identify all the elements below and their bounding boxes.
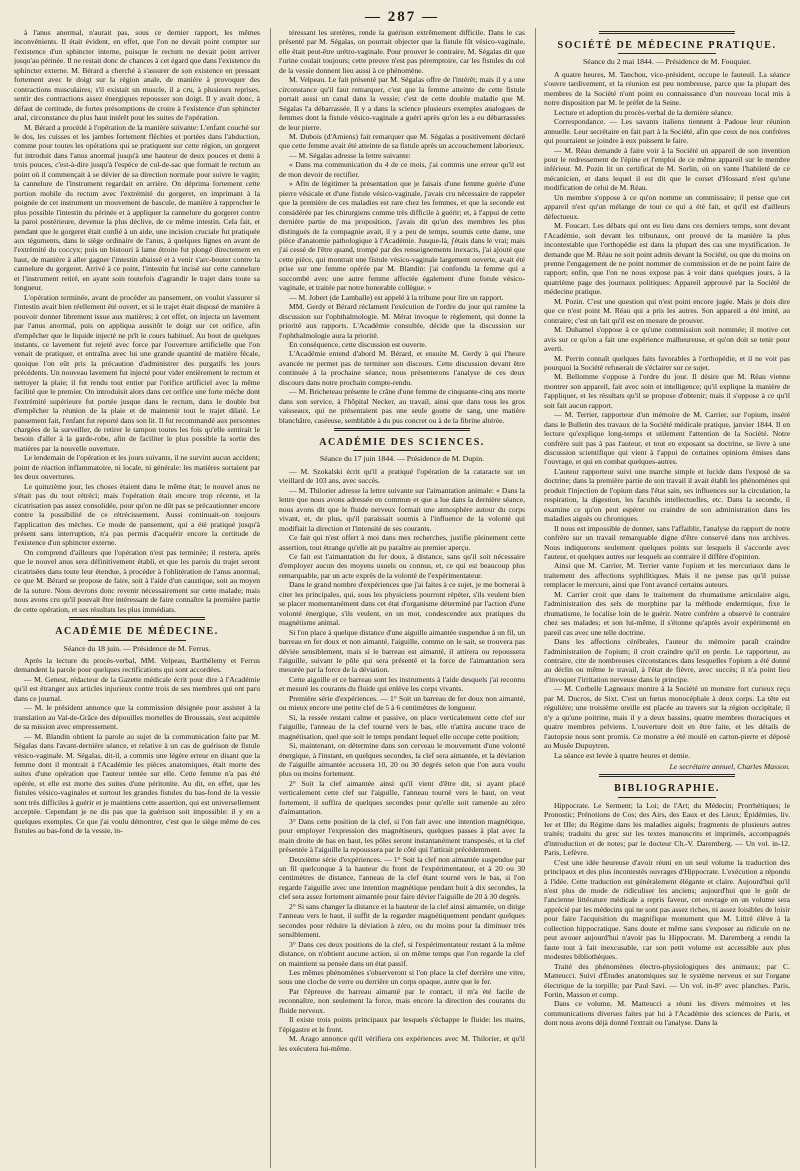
article-paragraph: Cette aiguille et ce barreau sont les instruments à l'aide desquels j'ai reconnu et mesuré les courants du fluide qui enlève les corps vivants.: [279, 674, 525, 694]
article-paragraph: — M. Genest, rédacteur de la Gazette médicale écrit pour dire à l'Académie qu'il est étranger aux articles injurieux contre trois de ses membres qui ont paru dans ce journal.: [14, 674, 260, 703]
article-paragraph: M. Pozin. C'est une question qui n'est point encore jugée. Mais je dois dire que ce n'est point M. Réau qui a pris les autres. Son appareil a été imité, au contraire; c'est un fait qu'il est en mesure de prouver.: [544, 296, 790, 325]
article-paragraph: M. Bellomme s'oppose à l'ordre du jour. Il désire que M. Réau vienne montrer son appareil, fait avec soin et intelligence; qu'il explique la manière de l'appliquer, et les résultats qu'il se propose d'obtenir; mais il s'oppose à ce qu'il soit fait aucun rapport.: [544, 372, 790, 410]
article-paragraph: — M. Terrier, rapporteur d'un mémoire de M. Carrier, sur l'opium, inséré dans le Bulletin des travaux de la Société médicale pratique, janvier 1844. Il en lecture qu'explique long-temps et utilement l'attention de la Société. Notre confrère suit pas à pas l'auteur, et tout en exposant sa doctrine, se livre à une discussion scientifique qui vient à l'appui de certaines opinions émises dans l'ouvrage, et qui en combat quelques-autres.: [544, 410, 790, 467]
session-line: Séance du 18 juin. — Présidence de M. Ferrus.: [63, 643, 211, 653]
title-rule: [618, 797, 716, 798]
article-paragraph: M. Bérard a procédé à l'opération de la manière suivante: L'enfant couché sur le dos, les cuisses et les jambes fortement fléchies et portées dans l'abduction, comme pour toutes les opérations qui se pratiquent sur cette région, un gorgeret fut introduit dans l'anus anormal jusqu'à une hauteur de deux pouces et demi à trois pouces, c'est-à-dire jusqu'à l'espèce de cul-de-sac que formait le rectum au point où il commençait à se dévier de sa direction normale pour suivre le vagin; la cannelure de l'instrument regardait en arrière. On déprima fortement cette portion mobile du rectum avec l'extrémité du gorgeret, en imprimant à la poignée de cet instrument un mouvement de bascule, de manière à rapprocher le plus possible l'intestin du périnée et à appliquer la cannelure du gorgeret contre la paroi postérieure, devenue la plus déclive, de ce même intestin. Cela fait, et pendant que le gorgeret était confié à un aide, une incision cruciale fut pratiquée aux téguments, dans le siège ordinaire de l'anus, à quelques lignes en avant de l'extrémité du coccyx; puis un bistouri à lame étroite fut plongé directement en haut, de manière à aller gagner l'intestin abaissé et à venir s'arc-bouter contre la cannelure du gorgeret. Arrivé à ce point, l'intestin fut incisé sur cette cannelure et l'instrument retiré, en ayant soin toutefois d'agrandir le trajet dans toute sa longueur.: [14, 122, 260, 293]
article-paragraph: Première série d'expériences. — 1° Soit un barreau de fer doux non aimanté, ou mieux encore une petite clef de 5 à 6 centimètres de longueur.: [279, 693, 525, 713]
article-paragraph: — M. le président annonce que la commission désignée pour assister à la translation au Val-de-Grâce des dépouilles mortelles de Broussais, s'est acquittée de sa mission avec empressement.: [14, 703, 260, 732]
session-line: Séance du 2 mai 1844. — Présidence de M. Fouquier.: [582, 57, 752, 67]
columns: [14, 28, 790, 1168]
article-paragraph: « Dans ma communication du 4 de ce mois, j'ai commis une erreur qu'il est de mon devoir de rectifier.: [279, 160, 525, 179]
section-title-academie-medecine: ACADÉMIE DE MÉDECINE.: [55, 626, 219, 638]
article-paragraph: à l'anus anormal, n'aurait pas, sous ce dernier rapport, les mêmes inconvénients. Il était évident, en effet, que l'on ne devait point compter sur l'existence d'un sphincter interne, puisque le rectum ne devait point arriver jusqu'au périnée. Il ne restait donc de chances à cet égard que dans l'existence du sphincter externe. M. Bérard a cherché à s'assurer de son existence en pressant fortement avec le doigt sur la région anale, de manière à provoquer des contractions musculaires; s'il existait un muscle, il a cru, à plusieurs reprises, sentir des contractions assez énergiques repousser son doigt. Il y avait donc, à défaut de certitude, de fortes présomptions de croire à l'existence d'un sphincter anal, circonstance du plus haut intérêt pour les suites de l'opération.: [14, 28, 260, 123]
article-paragraph: M. Duhamel s'oppose à ce qu'une commission soit nommée; il motive cet avis sur ce qu'on a fait une expérience malheureuse, et qu'on doit se tenir pour averti.: [544, 325, 790, 354]
article-paragraph: M. Foucart. Les débats qui ont eu lieu dans ces derniers temps, sont devant l'Académie, soit devant les tribunaux, ont prouvé de la manière la plus incontestable que l'orthopédie est dans la plupart des cas une mystification. Je demande que M. Réau ne soit point admis devant la Société, ou que du moins on prenne l'engagement de ne point nommer de commission et de ne point faire de rapport; enfin, que l'on ne nous expose pas à voir dans quelques jours, à la quatrième page des journaux politiques: Appareil approuvé par la Société de médecine pratique.: [544, 221, 790, 297]
article-paragraph: Ce fait est l'aimantation du fer doux, à distance, sans qu'il soit nécessaire d'employer aucun des moyens usuels ou connus, et, ce qui est beaucoup plus remarquable, par un acte exprès de la volonté de l'expérimentateur.: [279, 552, 525, 580]
article-paragraph: Correspondance. — Les savants italiens tiennent à Padoue leur réunion annuelle. Leur secrétaire en fait part à la Société, afin que ceux de nos confrères qui pourraient se joindre à eux puissent le faire.: [544, 117, 790, 146]
section-divider: [69, 617, 204, 620]
article-paragraph: — M. Corbelle Lagneaux montre à la Société un monstre fort curieux reçu par M. Ducros, de Sixt. C'est un fœtus monocéphale à deux corps. La tête est régulière; une troisième oreille est placée au travers sur la région occipitale; il n'y a qu'une poitrine, mais il y a deux bassins, quatre membres thoraciques et quatre membres pelviens. L'ouverture doit en être faite, et les détails de l'autopsie nous sont promis. Ce monstre a été moulé en carton-pierre et déposé au Musée Dupuytren.: [544, 684, 790, 751]
article-paragraph: 3° Dans cette position de la clef, si l'on fait avec une intention magnétique, pour employer l'expression des magnétiseurs, quelques passes à plat avec la main droite de bas en haut, les pôles seront instantanément transposés, et la clef présentée à l'aiguille la repoussera par le côté qui l'attirait précédemment.: [279, 816, 525, 855]
article-paragraph: Dans les affections cérébrales, l'auteur du mémoire paraît craindre l'administration de l'opium; il croit craindre qu'il en perde. Le rapporteur, au contraire, cite de nombreuses circonstances dans lesquelles l'opium a été donné au déclin ou même le travail, à l'état de fièvre, avec succès; il n'a point lieu d'invoquer l'irritation nerveuse dans le principe.: [544, 637, 790, 684]
article-paragraph: Lecture et adoption du procès-verbal de la dernière séance.: [554, 107, 733, 117]
article-paragraph: Deuxième série d'expériences. — 1° Soit la clef non aimantée suspendue par un fil quelconque à la hauteur du front de l'expérimentateur, et à 20 ou 30 centimètres de distance, l'anneau de la clef étant tourné vers le bas, si l'on regarde l'aiguille avec une intention magnétique pendant huit à dix secondes, la clef sera assez fortement aimantée pour faire dévier l'aiguille de 20 à 30 degrés.: [279, 854, 525, 902]
article-paragraph: Traité des phénomènes électro-physiologiques des animaux; par C. Matteucci. Suivi d'Études anatomiques sur le système nerveux et sur l'organe électrique de la torpille; par Paul Savi. — Un vol. in-8° avec planches. Paris, Fortin, Masson et comp.: [544, 961, 790, 999]
article-paragraph: Ce fait qui n'est offert à moi dans mes recherches, justifie pleinement cette assertion, tout étrange qu'elle ait pu paraître au premier aperçu.: [279, 533, 525, 552]
page-number: — 287 —: [365, 9, 439, 25]
article-paragraph: Si l'on place à quelque distance d'une aiguille aimantée suspendue à un fil, un barreau en fer doux et non aimanté, l'aiguille, comme on le sait, se trouvera pas déviée sensiblement, mais si le barreau est aimanté, il attirera ou repoussera l'aiguille, suivant le pôle qui sera présenté et la force de l'aimantation sera mesurée par la force de la déviation.: [279, 627, 525, 675]
article-paragraph: Il nous est impossible de donner, sans l'affaiblir, l'analyse du rapport de notre confrère sur un travail remarquable digne d'être conservé dans nos archives. Nous indiquerons seulement quelques points sur lesquels il s'accorde avec l'auteur, et quelques autres sur lesquels au contraire il diffère d'opinion.: [544, 523, 790, 562]
article-paragraph: MM. Gerdy et Bérard réclament l'exécution de l'ordre du jour qui ramène la discussion sur l'ophthalmologie. M. Mérat invoque le règlement, qui donne la priorité aux rapports. L'Académie consultée, décide que la discussion sur l'ophthalmologie aura la priorité.: [279, 302, 525, 340]
article-paragraph: M. Dubois (d'Amiens) fait remarquer que M. Ségalas a positivement déclaré que cette femme avait été atteinte de sa fistule après un accouchement laborieux.: [279, 131, 525, 151]
article-paragraph: 3° Dans ces deux positions de la clef, si l'expérimentateur restant à la même distance, on n'obtient aucune action, si on même temps que l'on regarde la clef on maintient sa pensée dans un état passif.: [279, 939, 525, 968]
section-divider: [599, 31, 734, 34]
article-paragraph: Les mêmes phénomènes s'observeront si l'on place la clef derrière une vitre, sous une cloche de verre ou derrière un corps opaque, autre que le fer.: [279, 967, 525, 987]
article-paragraph: C'est une idée heureuse d'avoir réuni en un seul volume la traduction des principaux et des plus incontestés ouvrages d'Hippocrate. L'exécution a répondu à l'idée. Cette traduction est généralement élégante et claire. Aujourd'hui qu'il n'est plus de mode de ridiculiser les anciens; aujourd'hui que le goût de l'ancienne littérature médicale a repris faveur, cet ouvrage en un volume sera apprécié par les médecins qui ne sont pas assez riches, ni assez loisibles de loisir pour faire l'acquisition du magnifique monument que M. Littré élève à la collection hippocratique. Sans doute et même sans s'exposer au ridicule on ne peut avouer aujourd'hui n'avoir pas lu Hippocrate. M. Daremberg a rendu la faute tout à fait inexcusable, car son petit volume est accessible aux plus modestes bibliothèques.: [544, 857, 790, 962]
article-paragraph: — M. Ségalas adresse la lettre suivante:: [289, 150, 411, 160]
article-paragraph: On comprend d'ailleurs que l'opération n'est pas terminée; il restera, après que le nouvel anus sera définitivement établi, et que les parois du trajet seront cicatrisées dans toute leur étendue, à procéder à l'oblitération de l'anus anormal, ce que M. Bérard se propose de faire, soit à l'aide d'un caustique, soit au moyen de la suture. Nous devrons donc revenir nécessairement sur cette malade; mais nous avons cru qu'il pouvait être intéressant de faire connaître la première partie de cette opération, et ses résultats les plus immédiats.: [14, 547, 260, 614]
section-title-societe-medecine-pratique: SOCIÉTÉ DE MÉDECINE PRATIQUE.: [557, 40, 777, 51]
article-paragraph: 2° Soit la clef aimantée ainsi qu'il vient d'être dit, si ayant placé verticalement cette clef sur l'aiguille, l'anneau tourné vers le haut, on veut fortement, il suffira de quelques secondes pour qu'elle soit ramenée au zéro d'aimantation.: [279, 778, 525, 817]
article-paragraph: téressant les uretères, rende la guérison extrêmement difficile. Dans le cas présenté par M. Ségalas, on pourrait objecter que la fistule fût vésico-vaginale, elle était peut-être urétro-vaginale. Pour prouver le contraire, M. Ségalas dit que l'urine coulait toujours; cette preuve n'est pas péremptoire, car les fistules du col de la vessie donnent lieu aussi à ce phénomène.: [279, 28, 525, 75]
article-paragraph: Un membre s'oppose à ce qu'on nomme un commissaire; il pense que cet appareil n'est qu'un mélange de tout ce qui a été fait, et qu'il est d'ailleurs défectueux.: [544, 192, 790, 221]
column-1: [14, 28, 260, 1168]
section-title-academie-sciences: ACADÉMIE DES SCIENCES.: [319, 437, 485, 449]
article-paragraph: Il existe trois points principaux par lesquels s'échappe le fluide: les mains, l'épigastre et le front.: [279, 1015, 525, 1034]
section-divider: [599, 774, 734, 777]
column-3: [535, 28, 790, 1168]
secretary-signature: Le secrétaire annuel, Charles Masson.: [669, 761, 790, 771]
article-paragraph: — M. Thilorier adresse la lettre suivante sur l'aimantation animale: « Dans la lettre que nous avons adressée en commun et que a lue dans la dernière séance, nous avons dit que le fluide nerveux formait une atmosphère autour du corps vivant, et, de plus, qu'il paraissait soumis à l'influence de la volonté qui modifiait la direction et l'intensité de ses courants.: [279, 485, 525, 533]
article-paragraph: — M. Blandin obtient la parole au sujet de la communication faite par M. Ségalas dans l'avant-dernière séance, et relative à un cas de guérison de fistule vésico-vaginale. M. Ségalas, dit-il, a commis une légère erreur en disant que la femme dont il montrait à l'Académie les pièces anatomiques, était morte des suites d'une opération que l'auteur tentée sur elle. Cette femme n'a pas été opérée, et elle est morte des suites d'une péritonite. Au dit, en effet, que les fistules vésico-vaginales et surtout les grandes fistules du bas-fond de la vessie sont très difficiles à guérir et je maintiens cette assertion, qui est universellement acceptée. Cependant je ne dis pas que la guérison soit impossible: il y en a quelques exemples. Ce que j'ai voulu démontrer, c'est que le siège même de ces fistules au bas-fond de la vessie, in-: [14, 731, 260, 836]
article-paragraph: — M. Réau demande à faire voir à la Société un appareil de son invention pour le redressement de l'épine et l'emploi de ce même appareil sur le membre inférieur. M. Pozin lit un certificat de M. Sorlin, où on vante l'habileté de ce mécanicien, et dans lequel il est dit que le corset d'Hossard n'est qu'une modification de celui de M. Réau.: [544, 145, 790, 193]
article-paragraph: La séance est levée à quatre heures et demie.: [554, 750, 690, 760]
title-rule: [88, 640, 186, 641]
article-paragraph: — M. Szokalski écrit qu'il a pratiqué l'opération de la cataracte sur un vieillard de 103 ans, avec succès.: [279, 466, 525, 486]
title-rule: [618, 53, 716, 54]
article-paragraph: 2° Si sans changer la distance et la hauteur de la clef ainsi aimantée, on dirige l'anneau vers le haut, il suffit de la regarder magnétiquement pendant quelques secondes pour réduire la déviation à zéro, ou du moins pour la diminuer très sensiblement.: [279, 901, 525, 940]
article-paragraph: » Afin de légitimer la présentation que je faisais d'une femme guérie d'une pierre vésicale et d'une fistule vésico-vaginale, j'avais cru nécessaire de rappeler que la première de ces maladies est rare chez les femmes, et que la seconde est considérée par les chirurgiens comme très difficile à guérir; et, à l'appui de cette dernière partie de ma proposition, j'avais dit qu'un des membres les plus distingués de la compagnie avait, il y a peu de temps, soumis cette dame, une pièce d'anatomie pathologique à l'Académie. Jusque-là, j'étais dans le vrai; mais j'ai cessé de l'être quand, trompé par des renseignements inexacts, j'ai ajouté que cette pièce, qui montrait une fistule vésico-vaginale largement ouverte, avait été prise sur une femme opérée par M. Blandin: j'ai confondu la femme qui a succombé avec une autre femme affectée également d'une fistule vésico-vaginale, et traitée par notre honorable collègue. »: [279, 179, 525, 293]
article-paragraph: L'opération terminée, avant de procéder au pansement, on voulut s'assurer si l'intestin avait bien réellement été ouvert, et si le trajet était disposé de manière à pouvoir donner librement issue aux matières; à cet effet, on injecta un lavement par l'anus anormal, puis on appliqua aussitôt le doigt sur cet orifice, afin d'empêcher que le liquide injecté ne prît le cours habituel. Au bout de quelques instants, ce lavement fut rejeté avec force par l'ouverture artificielle que l'on venait de pratiquer, et entraîna avec lui une grande quantité de matière fécale, quoique l'on eût pris la précaution d'administrer des purgatifs les jours précédents. Un nouveau lavement fut injecté pour vider entièrement le rectum et nettoyer la plaie; il fut rendu tout entier par l'orifice artificiel avec la même facilité que le premier. On introduisit alors dans cet orifice une forte mèche dont l'extrémité supérieure fut portée jusque dans le rectum, dans le double but d'empêcher la réunion de la plaie et de maintenir tout le trajet dilaté. Le pansement fait, l'enfant fut reporté dans son lit. Il fut recommandé aux personnes chargées de la surveiller, de retirer le tampon toutes les fois qu'elle sentirait le besoin d'aller à la garde-robe, afin de faciliter le plus possible la sortie des matières par la nouvelle ouverture.: [14, 292, 260, 453]
article-paragraph: M. Perrin connaît quelques faits favorables à l'orthopédie, et il ne voit pas pourquoi la Société refuserait de s'éclairer sur ce sujet.: [544, 353, 790, 372]
title-rule: [353, 450, 451, 451]
article-paragraph: Par l'épreuve du barreau aimanté par le contact, il m'a été facile de reconnaître, non seulement la force, mais encore la direction des courants du fluide nerveux.: [279, 986, 525, 1015]
article-paragraph: — M. Bricheteau présente le crâne d'une femme de cinquante-cinq ans morte dans son service, à l'hôpital Necker, au travail, ainsi que dans tous les gros vaisseaux, qui ne présentaient pas une seule goutte de sang, une matière blanchâtre, caséeuse, semblable à du pus concret ou à de la fibrine altérée.: [279, 387, 525, 425]
article-paragraph: Dans le grand nombre d'expériences que j'ai faites à ce sujet, je me bornerai à citer les principales, qui, sous les physiciens pourront répéter, s'ils veulent bien se placer momentanément dans cet état d'organisme déterminé par l'action d'une volonté énergique, s'ils veulent, en un mot, condescendre aux pratiques du magnétisme animal.: [279, 580, 525, 628]
article-paragraph: Le lendemain de l'opération et les jours suivants, il ne survint aucun accident; point de réaction inflammatoire, ni locale, ni générale: les matières sortaient par les deux ouvertures.: [14, 453, 260, 482]
article-paragraph: L'auteur rapporteur suivi une marche simple et lucide dans l'exposé de sa doctrine; dans la première partie de son travail il avait établi les phénomènes qui produit l'injection de l'opium dans l'état sain, ses influences sur la circulation, la respiration, la digestion, les facultés intellectuelles, etc. Dans la seconde, il examine ce qu'on peut espérer ou craindre de son administration dans les maladies aiguës ou chroniques.: [544, 466, 790, 524]
article-paragraph: En conséquence, cette discussion est ouverte.: [289, 339, 427, 349]
article-paragraph: Si, maintenant, on détermine dans son cerveau le mouvement d'une volonté énergique, à l'instant, en quelques secondes, la clef sera aimantée, et la déviation de l'aiguille aimantée accusera 10, 20 ou 30 degrés selon que l'on aura voulu plus ou moins fortement.: [279, 741, 525, 779]
article-paragraph: — M. Jobert (de Lamballe) est appelé à la tribune pour lire un rapport.: [289, 292, 504, 302]
section-divider: [334, 428, 469, 431]
article-paragraph: Après la lecture du procès-verbal, MM. Velpeau, Barthélemy et Ferrus demandent la parole pour quelques rectifications qui sont accordées.: [14, 656, 260, 675]
article-paragraph: M. Carrier croit que dans le traitement du rhumatisme articulaire aigu, l'administration des sels de morphine par la méthode endermique, fixe le rhumatisme, le localise loin de le guérir. Notre confrère a observé le contraire chez ses malades; et son lui-même, il s'étonne qu'après avoir expérimenté en pareil cas avec une telle doctrine.: [544, 589, 790, 637]
article-paragraph: L'Académie entend d'abord M. Bérard, et ensuite M. Gerdy à qui l'heure avancée ne permet pas de terminer son discours. Cette discussion devant être continuée à la prochaine séance, nous présenterons l'analyse de ces deux discours dans notre prochain compte-rendu.: [279, 349, 525, 387]
article-paragraph: M. Arago annonce qu'il vérifiera ces expériences avec M. Thilorier, et qu'il les exécutera lui-même.: [279, 1034, 525, 1053]
article-paragraph: A quatre heures, M. Tanchou, vice-président, occupe le fauteuil. La séance s'ouvre tardivement, et la réunion est peu nombreuse, parce que la plupart des membres de la Société n'ont point eu connaissance d'un nouveau local mis à notre disposition par M. le préfet de la Seine.: [544, 69, 790, 108]
article-paragraph: Ainsi que M. Carrier, M. Terrier vante l'opium et les mercuriaux dans le traitement des affections syphilitiques. Mais il ne pense pas qu'il puisse remplacer le mercure, ainsi que l'ont avancé certains auteurs.: [544, 561, 790, 590]
article-paragraph: M. Velpeau. Le fait présenté par M. Ségalas offre de l'intérêt; mais il y a une circonstance qu'il faut remarquer, c'est que la femme atteinte de cette fistule portait aussi un canal dans la vessie; c'est de cette double maladie que M. Ségalas l'a débarrassée. Il y a dans la science plusieurs exemples analogues de femmes dont la fistule vésico-vaginale a guéri après qu'on les a eu débarrassées de leur pierre.: [279, 75, 525, 132]
column-2: [270, 28, 525, 1168]
article-paragraph: Le quinzième jour, les choses étaient dans le même état; le nouvel anus ne s'était pas du tout rétréci; mais l'opération était encore trop récente, et la cicatrisation pas assez consolidée, pour qu'on ne dût pas se précautionner encore contre la possibilité de ce rétrécissement. Aussi continuait-on toujours l'application des mèches. Ce mode de pansement, qui a été pratiqué jusqu'à présent sans interruption, n'a pas permis d'acquérir encore la certitude de l'existence d'un sphincter externe.: [14, 481, 260, 548]
section-title-bibliographie: BIBLIOGRAPHIE.: [614, 783, 720, 795]
article-paragraph: Dans ce volume, M. Matteucci a réuni les divers mémoires et les communications diverses faites par lui à l'Académie des sciences de Paris, et dont nous avons déjà donné l'extrait ou l'analyse. Dans la: [544, 999, 790, 1028]
article-paragraph: Si, la ressée restant calme et passive, on place verticalement cette clef sur l'aiguille, l'anneau de la clef tourné vers le bas, elle n'attira aucune trace de magnétisation, quel que soit le temps pendant lequel elle occupe cette position;: [279, 712, 525, 741]
article-paragraph: Hippocrate. Le Serment; la Loi; de l'Art; du Médecin; Prorrhétiques; le Pronostic; Prénotions de Cos; des Airs, des Eaux et des Lieux; Épidémies, liv. Ier et IIIe; du Régime dans les maladies aiguës; fragments de plusieurs autres traités; traduits du grec sur les textes manuscrits et imprimés, accompagnés d'introduction et de notes; par le docteur Ch.-V. Daremberg. — Un vol. in-12. Paris, Lefèvre.: [544, 800, 790, 858]
session-line: Séance du 17 juin 1844. — Présidence de M. Dupin.: [319, 454, 485, 464]
